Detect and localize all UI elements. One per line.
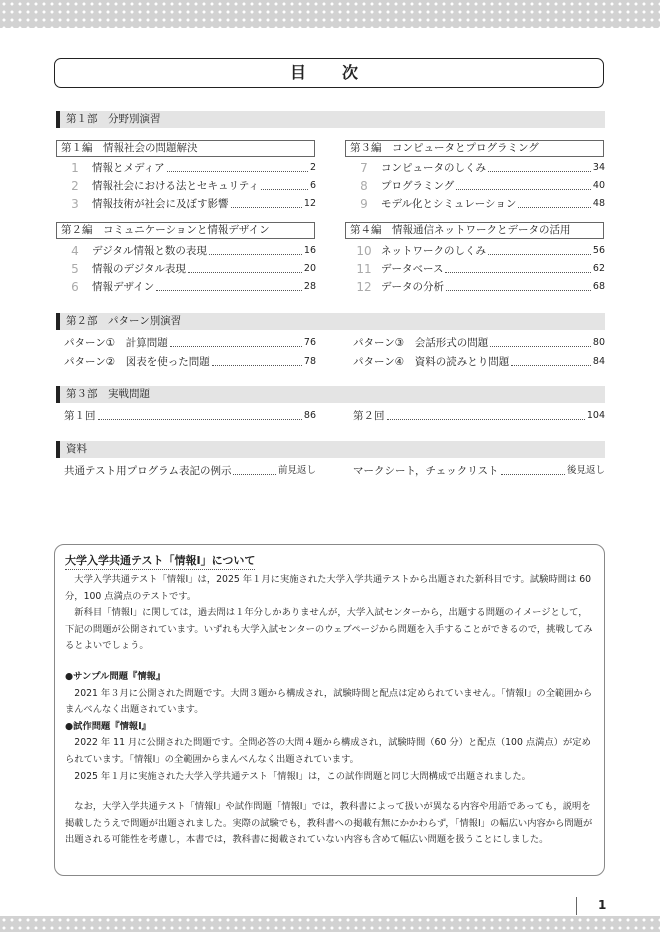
part3-heading: 第３部 実戦問題 <box>56 386 605 403</box>
sample-problem-heading: ●サンプル問題『情報』 <box>65 670 166 682</box>
part2-heading: 第２部 パターン別演習 <box>56 313 605 330</box>
toc-entry[interactable]: マークシート，チェックリスト 後見返し <box>353 465 605 477</box>
page-title: 目 次 <box>54 58 604 88</box>
section-4-title: 第４編 情報通信ネットワークとデータの活用 <box>345 222 604 239</box>
toc-entry[interactable]: 3 情報技術が社会に及ぼす影響 12 <box>71 197 316 211</box>
toc-entry[interactable]: 共通テスト用プログラム表記の例示 前見返し <box>64 465 316 477</box>
toc-entry[interactable]: 12 データの分析 68 <box>356 280 605 294</box>
toc-entry[interactable]: 4 デジタル情報と数の表現 16 <box>71 244 316 258</box>
paragraph: 2022 年 11 月に公開された問題です。全問必答の大問４題から構成され，試験時間（60 分）と配点（100 点満点）が定められています。「情報Ⅰ」の全範囲からまんべんなく出題されています。 <box>65 737 591 765</box>
toc-entry[interactable]: 11 データベース 62 <box>356 262 605 276</box>
toc-entry[interactable]: パターン③ 会話形式の問題 80 <box>353 337 605 349</box>
toc-entry[interactable]: 8 プログラミング 40 <box>360 179 605 193</box>
section-2-title: 第２編 コミュニケーションと情報デザイン <box>56 222 315 239</box>
resources-heading: 資料 <box>56 441 605 458</box>
toc-entry[interactable]: 2 情報社会における法とセキュリティ 6 <box>71 179 316 193</box>
paragraph: 2021 年３月に公開された問題です。大問３題から構成され，試験時間と配点は定められていません。「情報Ⅰ」の全範囲からまんべんなく出題されています。 <box>65 687 593 716</box>
toc-entry[interactable]: 10 ネットワークのしくみ 56 <box>356 244 605 258</box>
toc-entry[interactable]: 第２回 104 <box>353 410 605 422</box>
top-dotted-band <box>0 0 660 28</box>
toc-entry[interactable]: パターン① 計算問題 76 <box>64 337 316 349</box>
bottom-dotted-band <box>0 916 660 932</box>
toc-entry[interactable]: 1 情報とメディア 2 <box>71 161 316 175</box>
toc-entry[interactable]: パターン② 図表を使った問題 78 <box>64 356 316 368</box>
section-1-title: 第１編 情報社会の問題解決 <box>56 140 315 157</box>
paragraph: 大学入学共通テスト「情報Ⅰ」は，2025 年１月に実施された大学入学共通テストから出題された新科目です。試験時間は 60 分，100 点満点のテストです。 <box>65 574 592 602</box>
section-3-title: 第３編 コンピュータとプログラミング <box>345 140 604 157</box>
page-number-divider <box>576 897 577 915</box>
toc-entry[interactable]: 5 情報のデジタル表現 20 <box>71 262 316 276</box>
toc-entry[interactable]: 6 情報デザイン 28 <box>71 280 316 294</box>
toc-entry[interactable]: 7 コンピュータのしくみ 34 <box>360 161 605 175</box>
toc-entry[interactable]: パターン④ 資料の読みとり問題 84 <box>353 356 605 368</box>
part1-heading: 第１部 分野別演習 <box>56 111 605 128</box>
paragraph: 新科目「情報Ⅰ」に関しては，過去問は１年分しかありませんが，大学入試センターから，出題する問題のイメージとして，下記の問題が公開されています。いずれも大学入試センターのウェブページから問題を入手することができるので，挑戦してみるとよいでしょう。 <box>65 607 593 652</box>
page-number: 1 <box>598 898 607 912</box>
exam-info-title: 大学入学共通テスト「情報Ⅰ」について <box>65 553 255 570</box>
paragraph: なお，大学入学共通テスト「情報Ⅰ」や試作問題「情報Ⅰ」では，教科書によって扱いが異なる内容や用語であっても，説明を掲載したうえで問題が出題されました。実際の試験でも，教科書への掲載有無にかかわらず，「情報Ⅰ」の幅広い内容から問題が出題される可能性を考慮し，本書では，教科書に掲載されていない内容も含めて幅広い問題を扱うことにしました。 <box>65 801 593 846</box>
exam-info-box <box>54 544 605 876</box>
trial-problem-heading: ●試作問題『情報Ⅰ』 <box>65 720 151 732</box>
paragraph: 2025 年１月に実施された大学入学共通テスト「情報Ⅰ」は，この試作問題と同じ大問構成で出題されました。 <box>74 770 531 782</box>
toc-entry[interactable]: 第１回 86 <box>64 410 316 422</box>
toc-entry[interactable]: 9 モデル化とシミュレーション 48 <box>360 197 605 211</box>
